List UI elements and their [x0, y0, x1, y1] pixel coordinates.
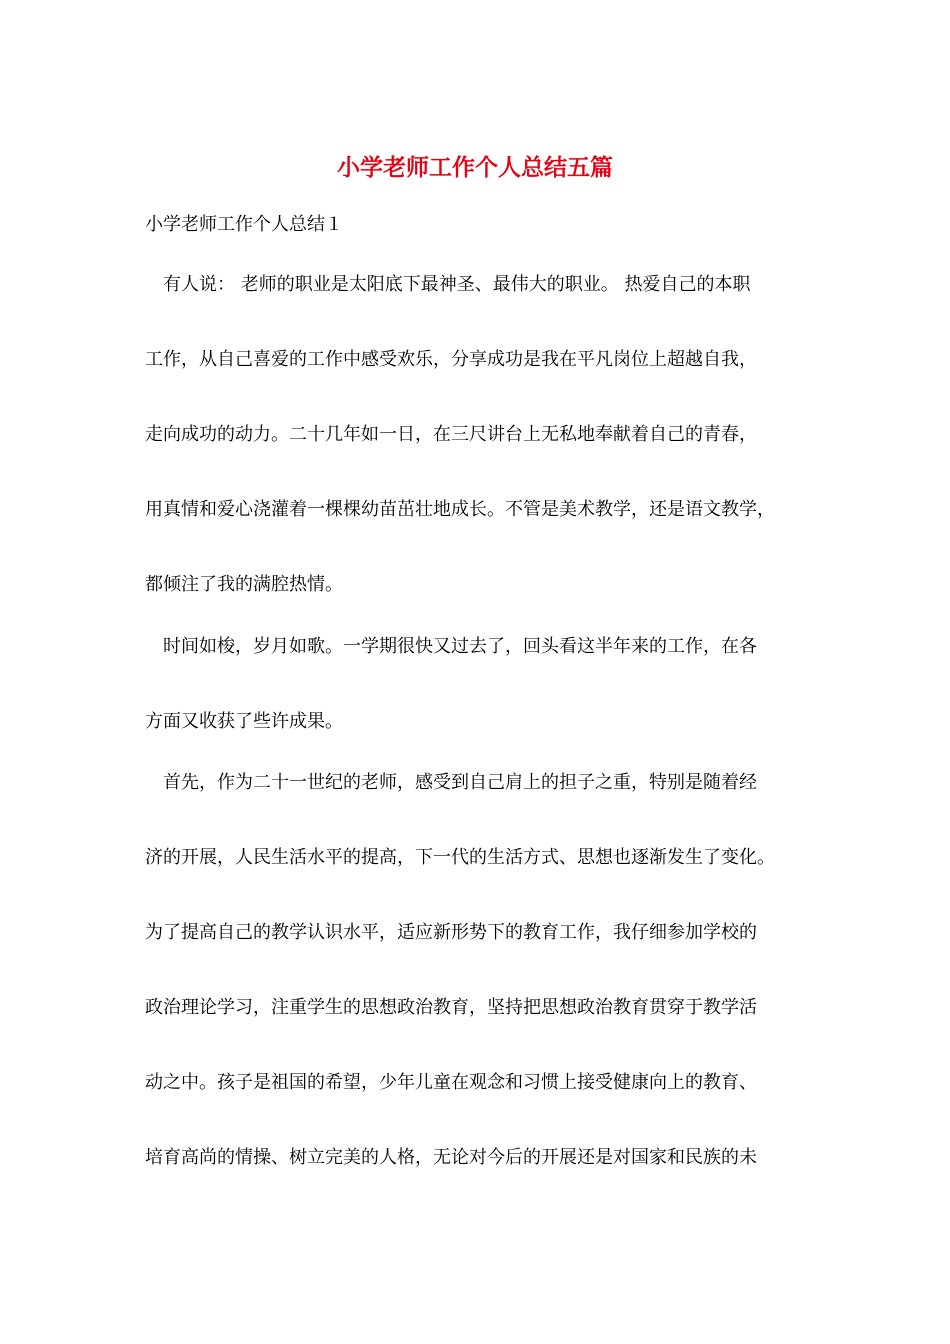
section-heading: 小学老师工作个人总结１: [145, 214, 343, 235]
paragraph-2-line-1: 时间如梭，岁月如歌。一学期很快又过去了，回头看这半年来的工作，在各: [163, 636, 757, 657]
paragraph-1-line-3: 走向成功的动力。二十几年如一日，在三尺讲台上无私地奉献着自己的青春，: [145, 424, 757, 445]
paragraph-3-line-4: 政治理论学习，注重学生的思想政治教育，坚持把思想政治教育贯穿于教学活: [145, 997, 757, 1018]
paragraph-1-line-1: 有人说： 老师的职业是太阳底下最神圣、最伟大的职业。 热爱自己的本职: [163, 274, 751, 295]
paragraph-1-line-4: 用真情和爱心浇灌着一棵棵幼苗茁壮地成长。不管是美术教学，还是语文教学，: [145, 499, 775, 520]
paragraph-1-line-5: 都倾注了我的满腔热情。: [145, 574, 343, 595]
paragraph-2-line-2: 方面又收获了些许成果。: [145, 711, 343, 732]
paragraph-3-line-5: 动之中。孩子是祖国的希望，少年儿童在观念和习惯上接受健康向上的教育、: [145, 1072, 757, 1093]
document-title: 小学老师工作个人总结五篇: [337, 154, 613, 181]
paragraph-3-line-6: 培育高尚的情操、树立完美的人格，无论对今后的开展还是对国家和民族的未: [145, 1147, 757, 1168]
paragraph-3-line-1: 首先，作为二十一世纪的老师，感受到自己肩上的担子之重，特别是随着经: [163, 772, 757, 793]
paragraph-3-line-3: 为了提高自己的教学认识水平，适应新形势下的教育工作，我仔细参加学校的: [145, 922, 757, 943]
paragraph-1-line-2: 工作，从自己喜爱的工作中感受欢乐，分享成功是我在平凡岗位上超越自我，: [145, 349, 757, 370]
paragraph-3-line-2: 济的开展，人民生活水平的提高，下一代的生活方式、思想也逐渐发生了变化。: [145, 847, 775, 868]
